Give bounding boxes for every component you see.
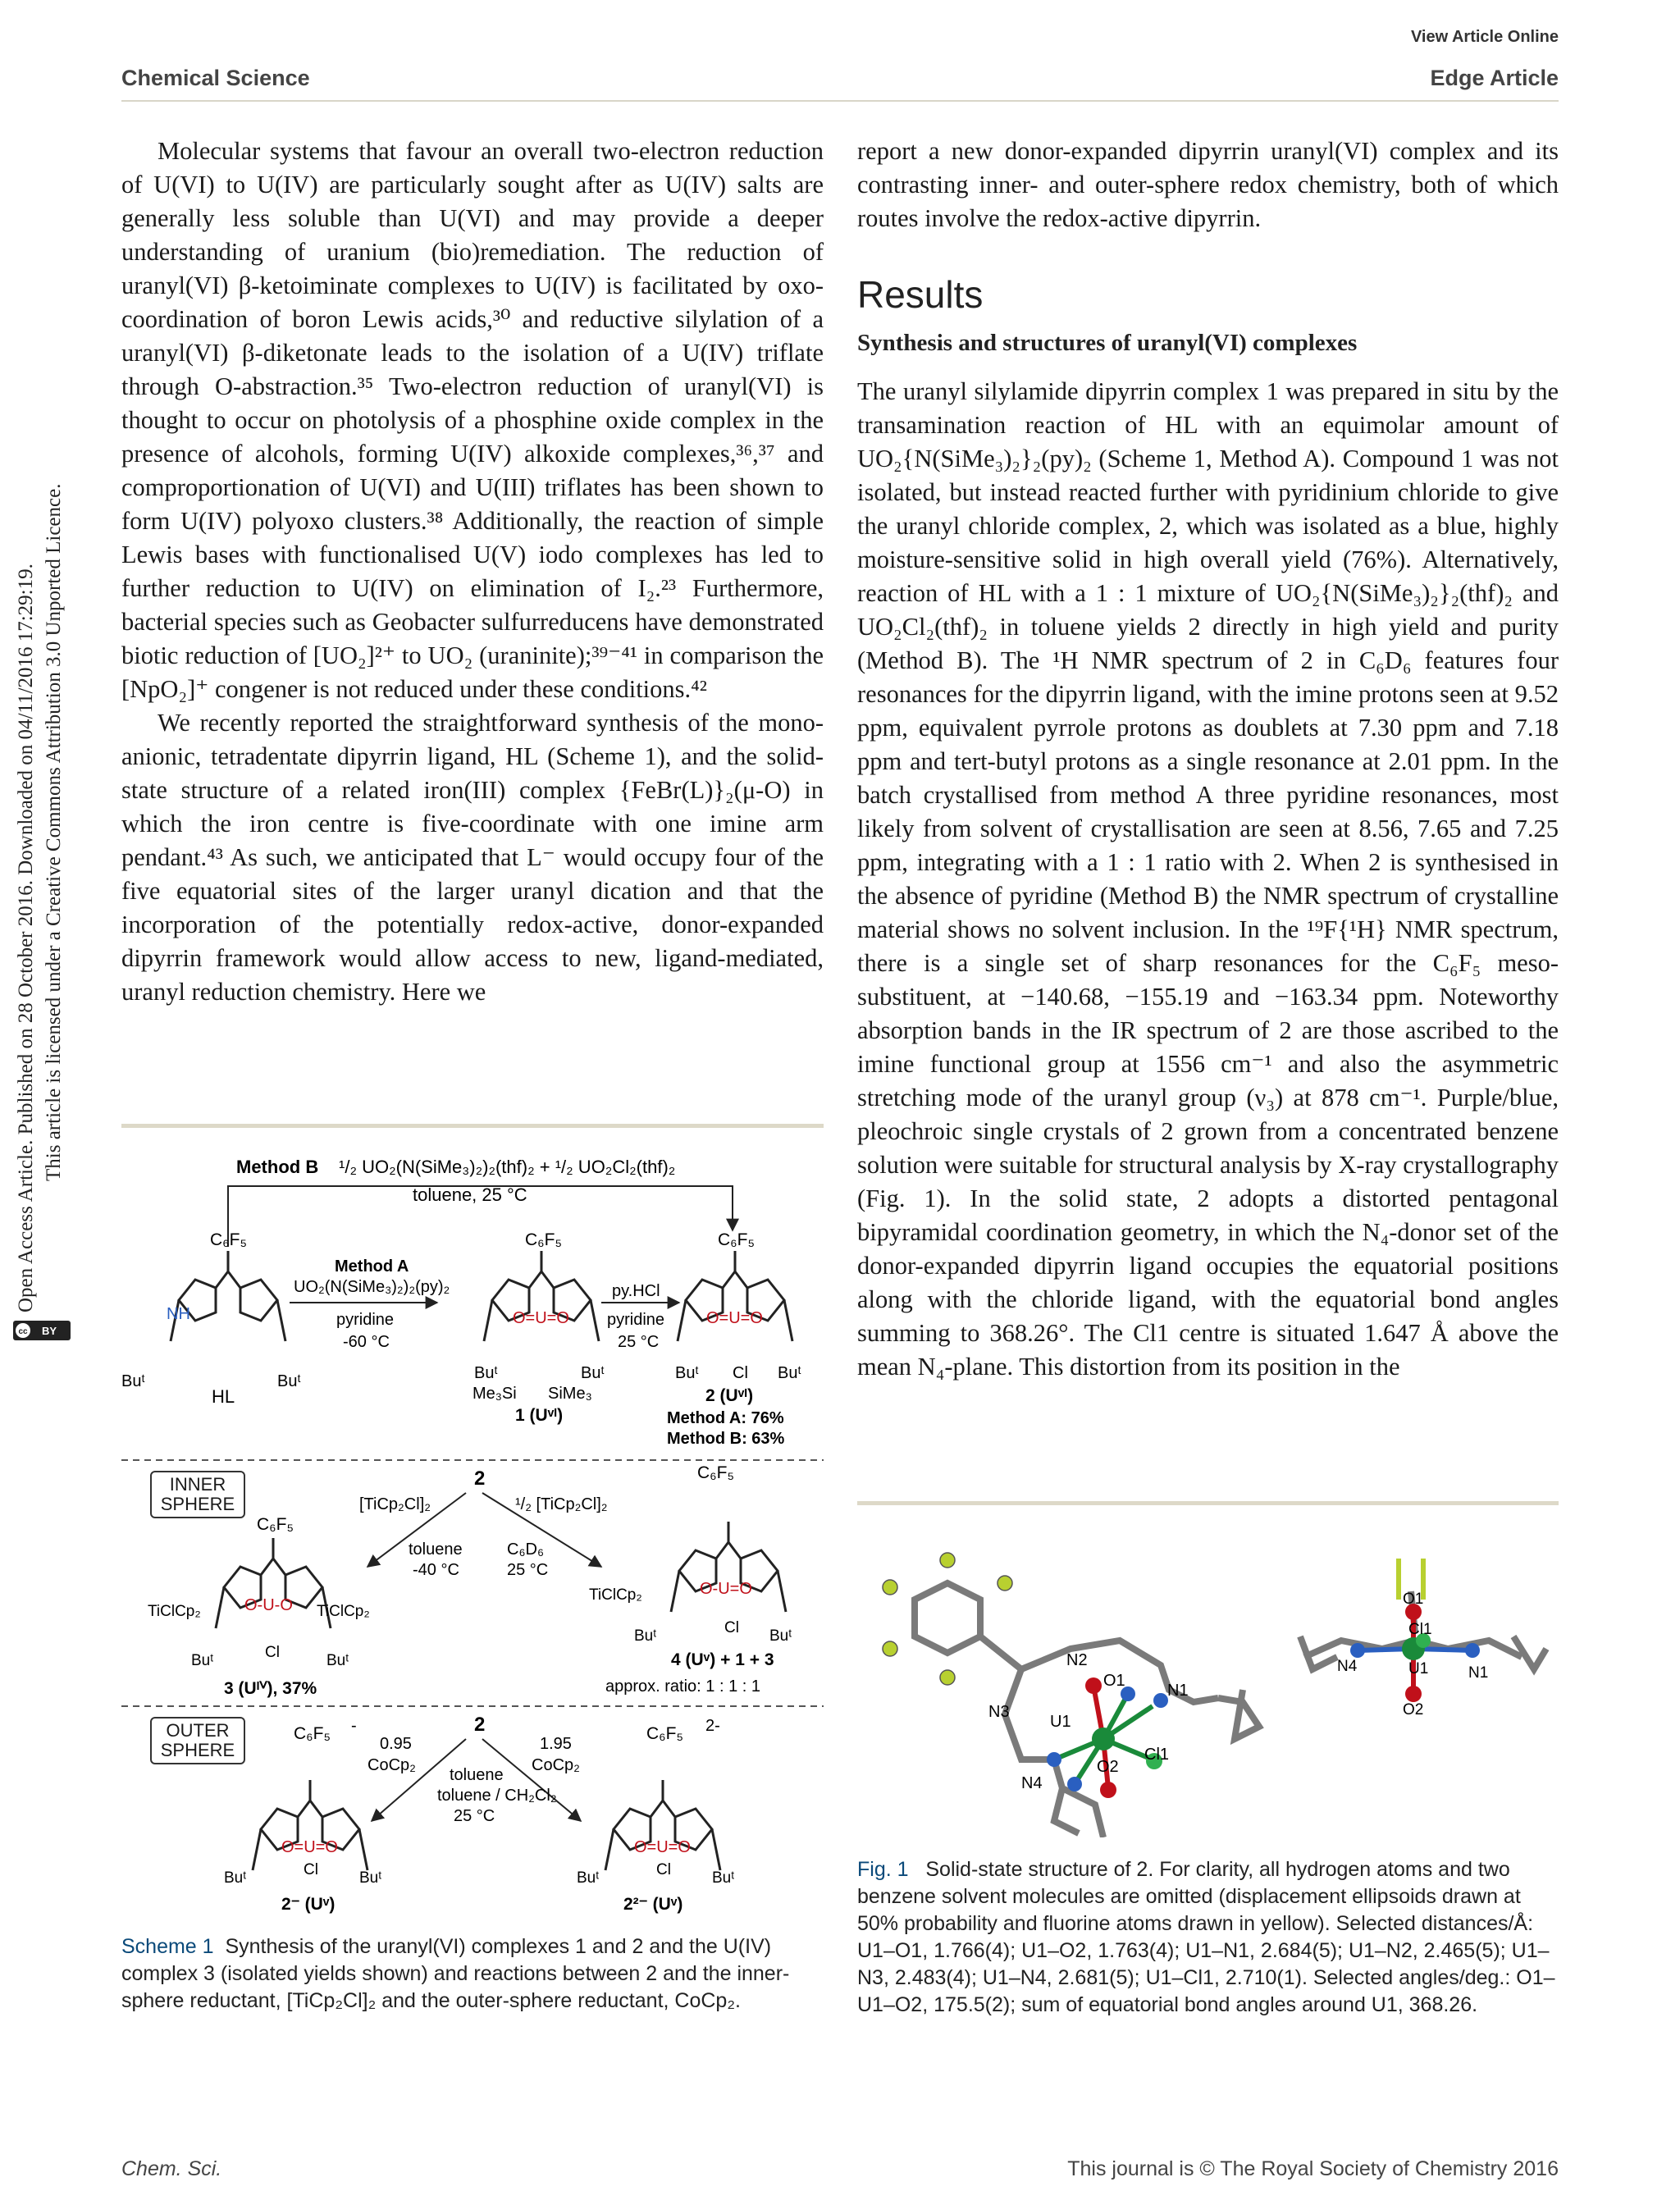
c6f5-label: C₆F₅ [646,1724,683,1743]
u1-atom [1092,1728,1115,1750]
subsection-heading: Synthesis and structures of uranyl(VI) complexes [857,330,1358,356]
svg-text:cc: cc [18,1327,28,1336]
footer-copyright: This journal is © The Royal Society of Chemistry 2016 [1067,2157,1559,2180]
svg-text:O=U=O: O=U=O [513,1309,569,1327]
temp-label: -40 °C [413,1561,459,1579]
compound-4-label: 4 (Uᵛ) + 1 + 3 [671,1650,774,1669]
paragraph: The uranyl silylamide dipyrrin complex 1 was prepared in situ by the transamination reaction of HL with an equimolar amount of UO₂{N(SiMe₃)₂}₂(py)₂ (Scheme 1, Method A). Compound 1 was not isolated, but instead reacted further with pyridinium chloride to give the uranyl chloride complex, 2, which was isolated as a blue, highly moisture-sensitive solid in high overall yield (76%). Alternatively, reaction of HL with a 1 : 1 mixture of UO₂{N(SiMe₃)₂}₂(thf)₂ and UO₂Cl₂(thf)₂ in toluene yields 2 directly in high yield and purity (Method B). The ¹H NMR spectrum of 2 in C₆D₆ features four resonances for the dipyrrin ligand, with the imine protons seen at 9.52 ppm, equivalent pyrrole protons as doublets at 7.30 ppm and 7.18 ppm and tert-butyl protons as a single resonance at 2.01 ppm. In the batch crystallised from method A three pyridine resonances, most likely from solvent of crystallisation are seen at 8.56, 7.65 and 7.25 ppm, integrating with a 1 : 1 ratio with 2. When 2 is synthesised in the absence of pyridine (Method B) the NMR spectrum of crystalline material shows no solvent inclusion. In the ¹⁹F{¹H} NMR spectrum, there is a single set of sharp resonances for the C₆F₅ meso-substituent, at −140.68, −155.19 and −163.34 ppm. Noteworthy absorption bands in the IR spectrum of 2 are those ascribed to the imine functional group at 1556 cm⁻¹ and also the asymmetric stretching mode of the uranyl group (ν₃) at 878 cm⁻¹. Purple/blue, pleochroic single crystals of 2 grown from a concentrated benzene solution were suitable for structural analysis by X-ray crystallography (Fig. 1). In the solid state, 2 adopts a distorted pentagonal bipyramidal coordination geometry, in which the N₄-donor set of the donor-expanded dipyrrin ligand occupies the equatorial positions along with the chloride ligand, with the equatorial bond angles summing to 368.26°. The Cl1 centre is situated 1.647 Å above the mean N₄-plane. This distortion from its position in the [857,377,1559,1381]
compound-2-minus-label: 2⁻ (Uᵛ) [281,1895,336,1914]
n3-atom [1047,1752,1061,1767]
reactant-2-label: 2 [474,1714,486,1736]
figure-caption [857,1856,1559,2019]
toluene-label: toluene [450,1766,504,1784]
svg-text:O-U=O: O-U=O [700,1580,752,1598]
atom-label: O1 [1403,1591,1424,1608]
atom-label: N4 [1021,1774,1043,1792]
paragraph: report a new donor-expanded dipyrrin uranyl(VI) complex and its contrasting inner- and outer-sphere redox chemistry, both of which routes involve the redox-active dipyrrin. [857,137,1559,232]
equiv-label: 1.95 [540,1735,572,1753]
n4-atom [1350,1643,1365,1658]
method-b-reagents: ¹/₂ UO₂(N(SiMe₃)₂)₂(thf)₂ + ¹/₂ UO₂Cl₂(thf)₂ [339,1157,676,1177]
c6f5-label: C₆F₅ [697,1463,734,1482]
temp-label: 25 °C [454,1807,495,1825]
inner-sphere-label: INNER SPHERE [150,1471,245,1518]
method-b-label: Method B [236,1157,319,1177]
molecule-view-2 [1300,1559,1546,1718]
atom-label: O2 [1403,1701,1424,1718]
step2-solvent: pyridine [607,1311,665,1329]
but-label: Buᵗ [577,1869,600,1887]
but-label: Buᵗ [778,1364,801,1382]
scheme-1-diagram [121,1140,824,1919]
n1-atom [1153,1693,1168,1708]
journal-name: Chemical Science [121,66,310,90]
o2-atom [1405,1686,1422,1702]
o1-atom [1085,1677,1102,1694]
compound-2-label: 2 (Uᵛᴵ) [705,1386,754,1405]
method-b-conditions: toluene, 25 °C [413,1184,527,1205]
atom-label: Cl1 [1408,1621,1432,1638]
compound-3-label: 3 (Uᴵⱽ), 37% [224,1679,317,1698]
paragraph: Molecular systems that favour an overall two-electron reduction of U(VI) to U(IV) are particularly sought after as U(IV) salts are generally less soluble than U(VI) and may provide a deeper understanding of uranium (bio)remediation. The reduction of uranyl(VI) β-ketoiminate complexes to U(IV) is facilitated by oxo-coordination of boron Lewis acids,³⁰ and reductive silylation of a uranyl(VI) β-diketonate leads to the isolation of a U(IV) triflate through O-abstraction.³⁵ Two-electron reduction of uranyl(VI) is thought to occur on photolysis of a phosphine oxide complex in the presence of alcohols, forming U(IV) alkoxide complexes,³⁶,³⁷ and comproportionation of U(VI) and U(III) triflates has been shown to form U(IV) polyoxo clusters.³⁸ Additionally, the reaction of simple Lewis bases with functionalised U(V) iodo complexes has led to further reduction to U(IV) on elimination of I₂.²³ Furthermore, bacterial species such as Geobacter sulfurreducens have demonstrated biotic reduction of [UO₂]²⁺ to UO₂ (uraninite);³⁹⁻⁴¹ in comparison the [NpO₂]⁺ congener is not reduced under these conditions.⁴² [121,137,824,703]
but-label: Buᵗ [474,1364,498,1382]
but-label: Buᵗ [359,1869,382,1887]
left-column [121,135,824,1009]
compound-1-structure [484,1251,599,1341]
atom-label: N1 [1167,1682,1189,1700]
c6d6-label: C₆D₆ [507,1540,545,1559]
me3si-label: Me₃Si [472,1385,517,1403]
compound-2-structure [678,1251,792,1341]
ticp-reagent: [TiCp₂Cl]₂ [359,1495,431,1513]
n4-atom [1067,1777,1082,1791]
but-label: Buᵗ [712,1869,735,1887]
svg-text:O=U=O: O=U=O [706,1309,763,1327]
but-label: Buᵗ [191,1652,214,1669]
temp-label: 25 °C [507,1561,549,1579]
c6f5-label: C₆F₅ [294,1724,331,1743]
but-label: Buᵗ [121,1372,145,1390]
o2-atom [1100,1782,1116,1798]
method-a-yield: Method A: 76% [667,1409,784,1427]
half-ticp-reagent: ¹/₂ [TiCp₂Cl]₂ [515,1495,608,1513]
c6f5-label: C₆F₅ [257,1515,294,1534]
sidebar-licence: This article is licensed under a Creative Commons Attribution 3.0 Unported Licence. [43,483,65,1181]
atom-label: U1 [1408,1660,1429,1677]
article-type: Edge Article [1430,66,1559,90]
charge-label: 2- [705,1717,720,1735]
atom-label: O2 [1097,1758,1119,1776]
sidebar-published: Open Access Article. Published on 28 October 2016. Downloaded on 04/11/2016 17:29:19. [15,564,37,1312]
c6f5-label: C₆F₅ [718,1230,755,1249]
ticlcp2-label: TiClCp₂ [148,1603,201,1620]
scheme-top-rule [121,1124,824,1128]
compound-2-dianion-label: 2²⁻ (Uᵛ) [623,1895,683,1914]
compound-2-minus-structure [253,1780,368,1870]
toluene-label: toluene [409,1540,463,1559]
svg-text:O-U-O: O-U-O [244,1596,293,1614]
but-label: Buᵗ [224,1869,247,1887]
reactant-2-label: 2 [474,1467,486,1490]
approx-ratio: approx. ratio: 1 : 1 : 1 [605,1677,760,1696]
ticlcp2-label: TiClCp₂ [589,1586,642,1604]
ticlcp2-label: TiClCp₂ [317,1603,370,1620]
molecule-view-1 [883,1553,1259,1837]
cl-label: Cl [733,1364,748,1382]
footer-journal: Chem. Sci. [121,2157,222,2180]
but-label: Buᵗ [326,1652,349,1669]
hl-structure [171,1251,285,1341]
method-b-yield: Method B: 63% [667,1430,785,1448]
scheme-caption-label: Scheme 1 [121,1935,214,1958]
n1-atom [1465,1643,1480,1658]
cl-label: Cl [656,1861,671,1878]
outer-solvent: toluene / CH₂Cl₂ [437,1787,557,1805]
svg-text:O=U=O: O=U=O [634,1838,691,1856]
but-label: Buᵗ [769,1627,792,1645]
figure-caption-label: Fig. 1 [857,1858,909,1881]
atom-label: N1 [1468,1664,1489,1682]
scheme-caption [121,1933,824,2015]
cc-badge-icon [13,1321,71,1340]
atom-label: U1 [1050,1713,1071,1731]
but-label: Buᵗ [634,1627,657,1645]
but-label: Buᵗ [675,1364,699,1382]
outer-sphere-label: OUTER SPHERE [150,1717,245,1764]
step2-reagent: py.HCl [612,1282,660,1300]
svg-text:O=U=O: O=U=O [281,1838,338,1856]
method-a-label: Method A [335,1257,409,1276]
right-column-intro [857,135,1559,235]
paragraph: We recently reported the straightforward synthesis of the mono-anionic, tetradentate dipyrrin ligand, HL (Scheme 1), and the solid-state structure of a related iron(III) complex {FeBr(L)}₂(μ-O) in which the iron centre is five-coordinate with one imine arm pendant.⁴³ As such, we anticipated that L⁻ would occupy four of the five equatorial sites of the larger uranyl dication and that the incorporation of the potentially redox-active, donor-expanded dipyrrin framework would allow access to new, ligand-mediated, uranyl reduction chemistry. Here we [121,709,824,1006]
atom-label: N3 [988,1703,1010,1721]
figure-top-rule [857,1501,1559,1505]
but-label: Buᵗ [581,1364,605,1382]
step2-temp: 25 °C [618,1333,660,1351]
figure-caption-text: Solid-state structure of 2. For clarity, all hydrogen atoms and two benzene solvent molecules are omitted (displacement ellipsoids drawn at 50% probability and fluorine atoms drawn in yellow). Selected distances/Å: U1–O1, 1.766(4); U1–O2, 1.763(4); U1–N1, 2.684(5); U1–N2, 2.465(5); U1–N3, 2.483(4); U1–N4, 2.681(5); U1–Cl1, 2.710(1). Selected angles/deg.: O1–U1–O2, 175.5(2); sum of equatorial bond angles around U1, 368.26. [857,1858,1555,2016]
equiv-label: 0.95 [380,1735,412,1753]
header-rule [121,100,1559,102]
compound-3-structure [216,1538,331,1628]
section-heading: Results [857,273,984,316]
compound-2-dianion-structure [605,1780,720,1870]
atom-label: N2 [1066,1651,1088,1669]
nh-label: NH [167,1305,190,1323]
cl-label: Cl [724,1619,739,1636]
c6f5-label: C₆F₅ [525,1230,562,1249]
method-a-reagent: UO₂(N(SiMe₃)₂)₂(py)₂ [294,1278,450,1296]
svg-text:BY: BY [41,1325,57,1337]
c6f5-label: C₆F₅ [210,1230,247,1249]
figure-1-crystal-structure [857,1526,1559,1837]
method-a-temp: -60 °C [343,1333,390,1351]
compound-1-label: 1 (Uᵛᴵ) [515,1406,564,1425]
cl-label: Cl [265,1644,280,1661]
method-a-solvent: pyridine [336,1311,395,1329]
cocp2-label: CoCp₂ [532,1756,580,1774]
atom-label: N4 [1337,1658,1358,1675]
view-article-online-link[interactable]: View Article Online [1410,28,1559,46]
atom-label: O1 [1103,1672,1125,1690]
charge-label: - [351,1717,357,1735]
compound-4-structure [671,1522,786,1612]
scheme-caption-text: Synthesis of the uranyl(VI) complexes 1 and 2 and the U(IV) complex 3 (isolated yields shown) and reactions between 2 and the inner-sphere reductant, [TiCp₂Cl]₂ and the outer-sphere reductant, CoCp₂. [121,1935,790,2012]
cl-label: Cl [304,1861,318,1878]
but-label: Buᵗ [277,1372,301,1390]
sime3-label: SiMe₃ [548,1385,592,1403]
cocp2-label: CoCp₂ [368,1756,416,1774]
atom-label: Cl1 [1144,1746,1170,1764]
right-column-results [857,375,1559,1384]
hl-label: HL [212,1386,235,1407]
cc-by-badge[interactable] [13,1321,71,1340]
